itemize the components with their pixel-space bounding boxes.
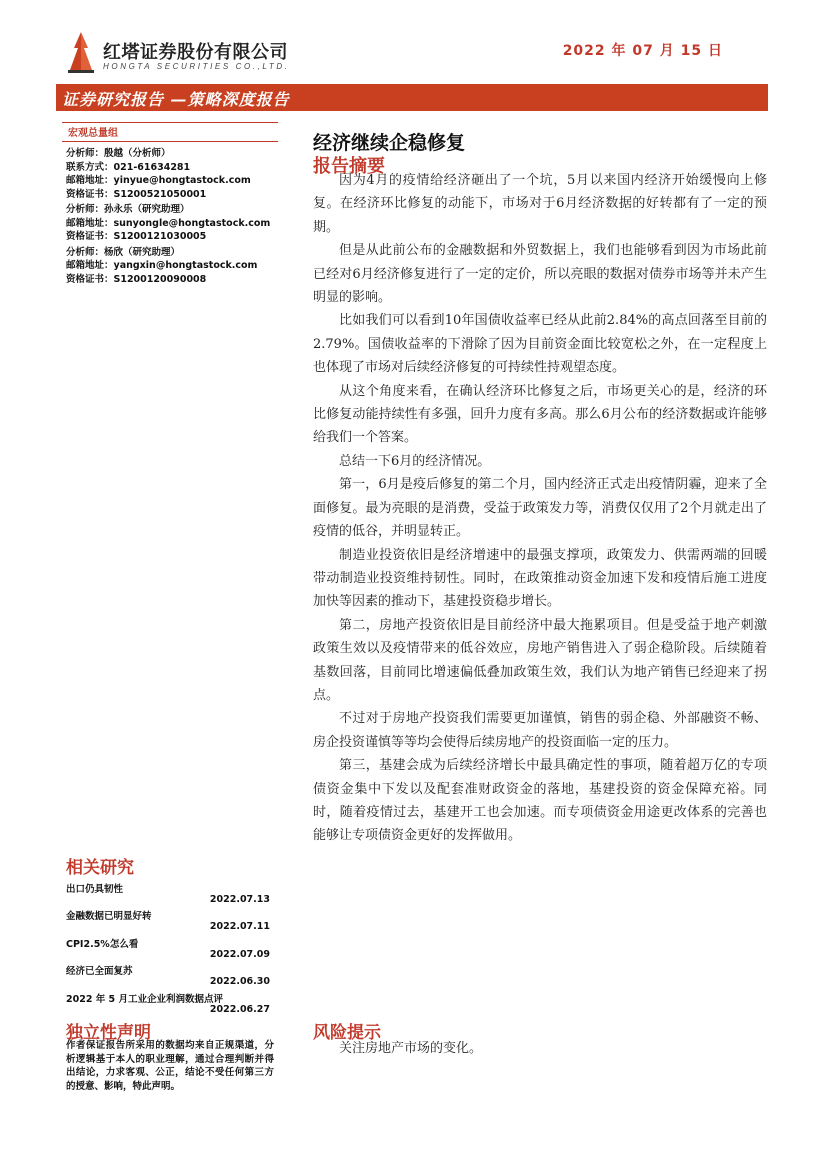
paragraph: 第二，房地产投资依旧是目前经济中最大拖累项目。但是受益于地产刺激政策生效以及疫情带来的低谷效应，房地产销售进入了弱企稳阶段。后续随着基数回落，目前同比增速偏低叠加政策生效，我们认为地产销售已经迎来了拐点。 (313, 617, 767, 703)
related-item-date: 2022.06.30 (209, 976, 270, 988)
paragraph: 比如我们可以看到10年国债收益率已经从此前2.84%的高点回落至目前的 2.79%。国债收益率的下滑除了因为目前资金面比较宽松之外，在一定程度上也体现了市场对后续经济修复的可持续性持观望态度。 (313, 313, 767, 376)
hongta-logo-icon (64, 30, 98, 74)
report-type-label: 证券研究报告 —策略深度报告 (62, 90, 290, 109)
related-item-title: CPI2.5%怎么看 (66, 938, 139, 950)
related-research-heading: 相关研究 (66, 858, 134, 878)
paragraph: 第三，基建会成为后续经济增长中最具确定性的事项，随着超万亿的专项债资金集中下发以及配套准财政资金的落地，基建投资的资金保障充裕。同时，随着疫情过去，基建开工也会加速。而专项债资金用途更改体系的完善也能够让专项债资金更好的发挥做用。 (313, 758, 767, 844)
independence-text: 作者保证报告所采用的数据均来自正规渠道，分析逻辑基于本人的职业理解，通过合理判断并得出结论，力求客观、公正，结论不受任何第三方的授意、影响，特此声明。 (66, 1040, 274, 1092)
related-item-title: 经济已全面复苏 (66, 966, 133, 978)
risk-text: 关注房地产市场的变化。 (339, 1041, 483, 1056)
related-item-title: 2022 年 5 月工业企业利润数据点评 (66, 993, 223, 1005)
analyst-block (66, 147, 286, 201)
analyst-certificate: 资格证书：S1200120090008 (66, 273, 207, 285)
analyst-certificate: 资格证书：S1200521050001 (66, 188, 207, 200)
analyst-email: 邮箱地址：yinyue@hongtastock.com (66, 175, 251, 186)
analyst-email: 邮箱地址：sunyongle@hongtastock.com (66, 217, 271, 229)
company-name-cn: 红塔证券股份有限公司 (103, 42, 288, 63)
risk-heading: 风险提示 (313, 1023, 381, 1043)
analyst-certificate: 资格证书：S1200121030005 (66, 231, 207, 242)
paragraph: 因为4月的疫情给经济砸出了一个坑，5月以来国内经济开始缓慢向上修复。在经济环比修复的动能下，市场对于6月经济数据的好转都有了一定的预期。 (313, 173, 767, 235)
analyst-block (66, 203, 286, 244)
analyst-list (66, 147, 286, 286)
related-item-date: 2022.07.13 (209, 894, 270, 905)
company-name-en: HONGTA SECURITIES CO.,LTD. (103, 62, 290, 71)
related-item-date: 2022.07.09 (209, 948, 270, 960)
paragraph: 但是从此前公布的金融数据和外贸数据上，我们也能够看到因为市场此前已经对6月经济修复进行了一定的定价，所以亮眼的数据对债券市场等并未产生明显的影响。 (313, 243, 767, 306)
paragraph: 第一，6月是疫后修复的第二个月，国内经济正式走出疫情阴霾，迎来了全面修复。最为亮眼的是消费，受益于政策发力等，消费仅仅用了2个月就走出了疫情的低谷，并明显转正。 (313, 477, 767, 540)
analyst-line: 联系方式：021-61634281 (66, 161, 191, 173)
paragraph: 不过对于房地产投资我们需要更加谨慎，销售的弱企稳、外部融资不畅、房企投资谨慎等等均会使得后续房地产的投资面临一定的压力。 (313, 711, 767, 750)
page-title: 经济继续企稳修复 (313, 132, 466, 154)
summary-body (313, 169, 767, 848)
related-item-title: 出口仍具韧性 (66, 884, 124, 895)
related-item[interactable] (66, 991, 270, 1018)
independence-heading: 独立性声明 (66, 1023, 151, 1043)
summary-heading: 报告摘要 (313, 156, 385, 177)
team-name: 宏观总量组 (68, 128, 118, 139)
paragraph: 制造业投资依旧是经济增速中的最强支撑项，政策发力、供需两端的回暖带动制造业投资维持韧性。同时，在政策推动资金加速下发和疫情后施工进度加快等因素的推动下，基建投资稳步增长。 (313, 547, 767, 610)
related-item[interactable] (66, 936, 270, 963)
analyst-block (66, 246, 286, 287)
related-item[interactable] (66, 963, 270, 990)
analyst-line: 分析师：殷越（分析师） (66, 148, 171, 159)
analyst-line: 分析师：杨欣（研究助理） (66, 246, 181, 258)
related-item-title: 金融数据已明显好转 (66, 911, 152, 923)
analyst-line: 分析师：孙永乐（研究助理） (66, 204, 190, 215)
report-date: 2022 年 07 月 15 日 (562, 43, 723, 59)
related-item-date: 2022.07.11 (209, 921, 270, 933)
paragraph: 总结一下6月的经济情况。 (339, 453, 491, 469)
related-item-date: 2022.06.27 (209, 1003, 270, 1015)
related-research-list (66, 881, 270, 1018)
analyst-email: 邮箱地址：yangxin@hongtastock.com (66, 260, 258, 271)
paragraph: 从这个角度来看，在确认经济环比修复之后，市场更关心的是，经济的环比修复动能持续性有多强，回升力度有多高。那么6月公布的经济数据或许能够给我们一个答案。 (313, 383, 767, 446)
related-item[interactable] (66, 908, 270, 935)
related-item[interactable] (66, 881, 270, 908)
